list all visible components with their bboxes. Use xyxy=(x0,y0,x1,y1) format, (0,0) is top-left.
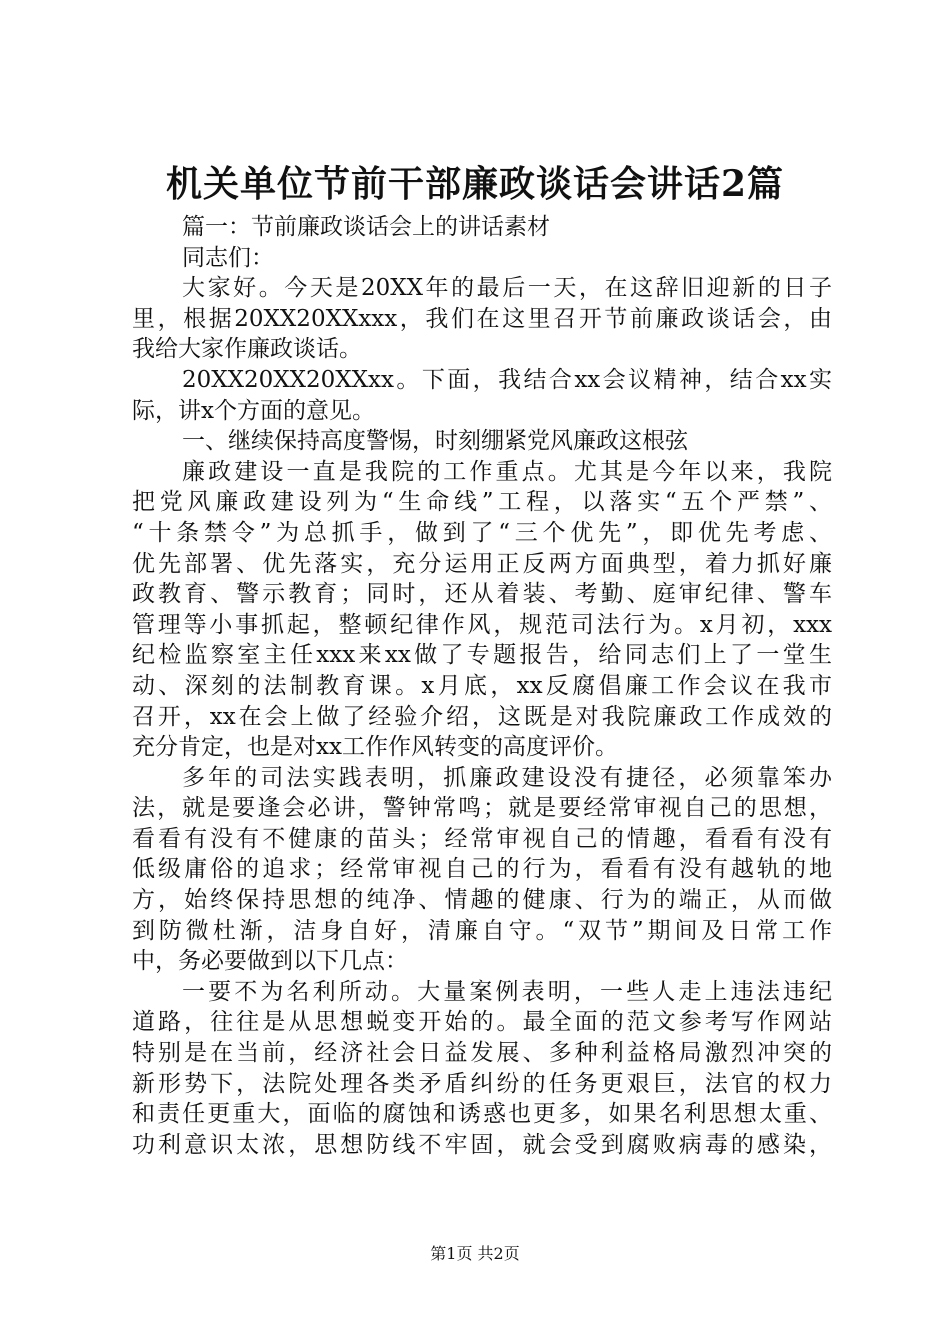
text-line: 到防微杜渐，洁身自好，清廉自守。“双节”期间及日常工作 xyxy=(132,917,832,944)
text-line: 里，根据20XX20XXxxx，我们在这里召开节前廉政谈话会，由 xyxy=(132,305,832,332)
text-line: 道路，往往是从思想蜕变开始的。最全面的范文参考写作网站 xyxy=(132,1009,832,1036)
text-line: 动、深刻的法制教育课。x月底，xx反腐倡廉工作会议在我市 xyxy=(132,672,832,699)
text-line: 功利意识太浓，思想防线不牢固，就会受到腐败病毒的感染， xyxy=(132,1131,832,1158)
text-line: 法，就是要逢会必讲，警钟常鸣；就是要经常审视自己的思想， xyxy=(132,795,832,822)
text-line: 特别是在当前，经济社会日益发展、多种利益格局激烈冲突的 xyxy=(132,1040,832,1067)
text-line: 多年的司法实践表明，抓廉政建设没有捷径，必须靠笨办 xyxy=(182,764,832,791)
section-heading: 篇一：节前廉政谈话会上的讲话素材 xyxy=(182,214,550,240)
text-line: 政教育、警示教育；同时，还从着装、考勤、庭审纪律、警车 xyxy=(132,581,832,608)
page-footer: 第1页 共2页 xyxy=(430,1244,520,1263)
text-line: 纪检监察室主任xxx来xx做了专题报告，给同志们上了一堂生 xyxy=(132,642,832,669)
subheading: 一、继续保持高度警惕，时刻绷紧党风廉政这根弦 xyxy=(182,428,688,455)
text-line: “十条禁令”为总抓手，做到了“三个优先”，即优先考虑、 xyxy=(132,519,832,546)
text-line: 优先部署、优先落实，充分运用正反两方面典型，着力抓好廉 xyxy=(132,550,832,577)
text-line: 际，讲x个方面的意见。 xyxy=(132,397,375,424)
text-line: 中，务必要做到以下几点： xyxy=(132,948,408,975)
document-title: 机关单位节前干部廉政谈话会讲话2篇 xyxy=(165,163,785,205)
text-line: 看看有没有不健康的苗头；经常审视自己的情趣，看看有没有 xyxy=(132,825,832,852)
salutation: 同志们： xyxy=(182,244,274,271)
text-line: 廉政建设一直是我院的工作重点。尤其是今年以来，我院 xyxy=(182,458,832,485)
text-line: 充分肯定，也是对xx工作作风转变的高度评价。 xyxy=(132,734,618,761)
text-line: 大家好。今天是20XX年的最后一天，在这辞旧迎新的日子 xyxy=(182,275,832,302)
text-line: 管理等小事抓起，整顿纪律作风，规范司法行为。x月初，xxx xyxy=(132,611,832,638)
text-line: 低级庸俗的追求；经常审视自己的行为，看看有没有越轨的地 xyxy=(132,856,832,883)
text-line: 新形势下，法院处理各类矛盾纠纷的任务更艰巨，法官的权力 xyxy=(132,1070,832,1097)
text-line: 一要不为名利所动。大量案例表明，一些人走上违法违纪 xyxy=(182,978,832,1005)
document-body xyxy=(132,212,832,1160)
text-line: 我给大家作廉政谈话。 xyxy=(132,336,362,363)
text-line: 把党风廉政建设列为“生命线”工程，以落实“五个严禁”、 xyxy=(132,489,832,516)
text-line: 方，始终保持思想的纯净、情趣的健康、行为的端正，从而做 xyxy=(132,887,832,914)
text-line: 召开，xx在会上做了经验介绍，这既是对我院廉政工作成效的 xyxy=(132,703,832,730)
text-line: 20XX20XX20XXxx。下面，我结合xx会议精神，结合xx实 xyxy=(182,366,832,393)
text-line: 和责任更重大，面临的腐蚀和诱惑也更多，如果名利思想太重、 xyxy=(132,1101,832,1128)
